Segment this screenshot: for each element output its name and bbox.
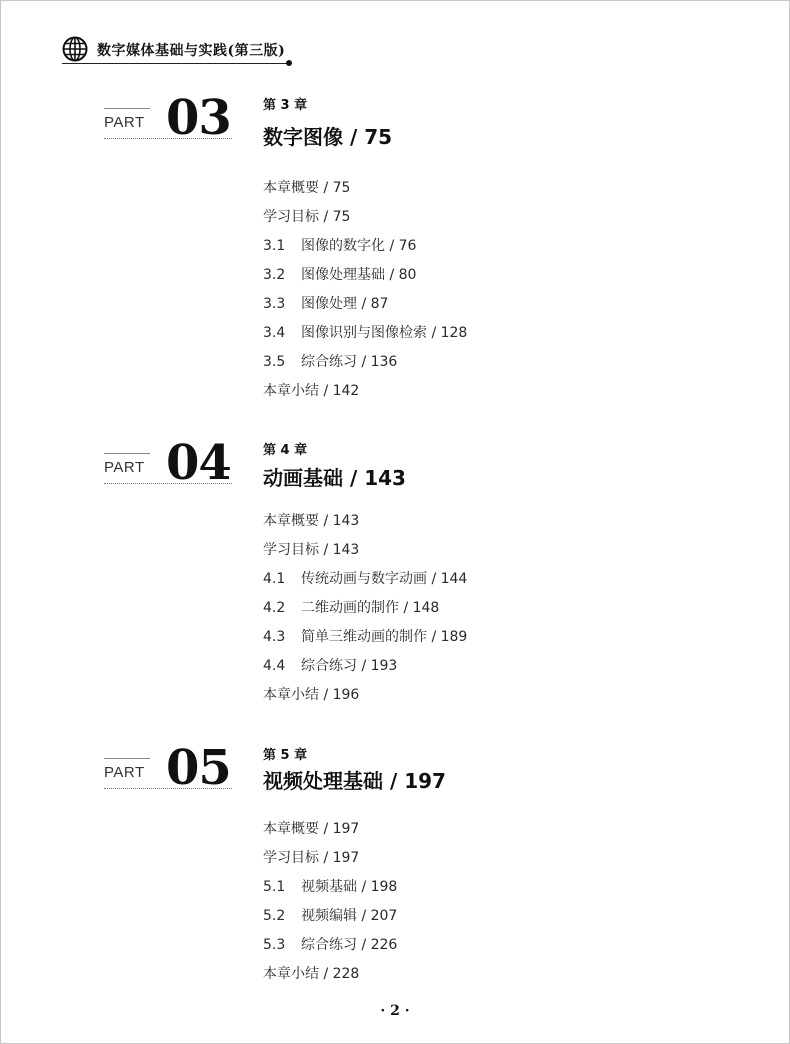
toc-entry[interactable] [263, 348, 467, 377]
part-label: PART [104, 114, 145, 131]
section-number: 3.3 [263, 296, 286, 312]
toc-entry-text: 本章小结 / 196 [263, 687, 360, 703]
toc-entry-text: 学习目标 / 75 [263, 209, 351, 225]
section-number: 4.4 [263, 658, 286, 674]
section-number: 3.5 [263, 354, 286, 370]
chapter-title: 视频处理基础 / 197 [263, 769, 446, 793]
toc-entry[interactable] [263, 902, 397, 931]
part-bottom-rule [104, 483, 232, 484]
part-label: PART [104, 459, 145, 476]
toc-entry-text: 简单三维动画的制作 / 189 [301, 629, 468, 645]
chapter-title: 数字图像 / 75 [263, 125, 393, 149]
toc-entry[interactable] [263, 290, 467, 319]
header-rule-dot [286, 60, 292, 66]
toc-entry-text: 视频基础 / 198 [301, 879, 398, 895]
section-number: 3.1 [263, 238, 286, 254]
toc-entry[interactable] [263, 623, 467, 652]
chapter-label: 第 5 章 [263, 748, 308, 763]
part-label: PART [104, 764, 145, 781]
toc-entry[interactable] [263, 536, 467, 565]
toc-list [263, 174, 467, 406]
part-top-rule [104, 453, 150, 454]
chapter-label: 第 4 章 [263, 443, 308, 458]
part-top-rule [104, 108, 150, 109]
running-header [62, 36, 302, 66]
toc-entry[interactable] [263, 174, 467, 203]
part-bottom-rule [104, 788, 232, 789]
toc-entry-text: 综合练习 / 226 [301, 937, 398, 953]
toc-entry-text: 图像的数字化 / 76 [301, 238, 417, 254]
toc-list [263, 507, 467, 710]
toc-entry[interactable] [263, 681, 467, 710]
toc-entry-text: 本章概要 / 75 [263, 180, 351, 196]
globe-icon [62, 36, 88, 62]
toc-entry-text: 本章小结 / 228 [263, 966, 360, 982]
toc-entry-text: 本章小结 / 142 [263, 383, 360, 399]
toc-list [263, 815, 397, 989]
toc-entry[interactable] [263, 203, 467, 232]
header-rule [62, 63, 288, 64]
toc-entry-text: 图像处理基础 / 80 [301, 267, 417, 283]
toc-entry[interactable] [263, 594, 467, 623]
part-top-rule [104, 758, 150, 759]
toc-entry-text: 图像处理 / 87 [301, 296, 389, 312]
toc-entry-text: 学习目标 / 143 [263, 542, 360, 558]
part-marker [104, 90, 232, 148]
toc-entry[interactable] [263, 232, 467, 261]
part-marker [104, 435, 232, 493]
toc-entry-text: 综合练习 / 136 [301, 354, 398, 370]
toc-entry-text: 图像识别与图像检索 / 128 [301, 325, 468, 341]
toc-entry[interactable] [263, 960, 397, 989]
part-number: 03 [166, 90, 231, 146]
toc-entry[interactable] [263, 507, 467, 536]
toc-entry[interactable] [263, 261, 467, 290]
toc-entry-text: 视频编辑 / 207 [301, 908, 398, 924]
toc-entry[interactable] [263, 844, 397, 873]
toc-entry-text: 本章概要 / 197 [263, 821, 360, 837]
toc-entry[interactable] [263, 377, 467, 406]
part-number: 04 [166, 435, 231, 491]
section-number: 3.4 [263, 325, 286, 341]
section-number: 4.1 [263, 571, 286, 587]
page-number: · 2 · [380, 1003, 410, 1019]
toc-entry-text: 本章概要 / 143 [263, 513, 360, 529]
section-number: 4.2 [263, 600, 286, 616]
section-number: 5.2 [263, 908, 286, 924]
part-number: 05 [166, 740, 231, 796]
section-number: 5.3 [263, 937, 286, 953]
toc-entry[interactable] [263, 319, 467, 348]
chapter-label: 第 3 章 [263, 98, 308, 113]
toc-entry[interactable] [263, 652, 467, 681]
toc-entry[interactable] [263, 565, 467, 594]
toc-entry-text: 传统动画与数字动画 / 144 [301, 571, 468, 587]
toc-entry-text: 学习目标 / 197 [263, 850, 360, 866]
toc-entry-text: 二维动画的制作 / 148 [301, 600, 440, 616]
toc-entry[interactable] [263, 815, 397, 844]
section-number: 4.3 [263, 629, 286, 645]
toc-entry[interactable] [263, 873, 397, 902]
section-number: 3.2 [263, 267, 286, 283]
book-title: 数字媒体基础与实践(第三版) [97, 43, 286, 59]
section-number: 5.1 [263, 879, 286, 895]
chapter-title: 动画基础 / 143 [263, 466, 406, 490]
toc-entry-text: 综合练习 / 193 [301, 658, 398, 674]
part-bottom-rule [104, 138, 232, 139]
part-marker [104, 740, 232, 798]
toc-entry[interactable] [263, 931, 397, 960]
